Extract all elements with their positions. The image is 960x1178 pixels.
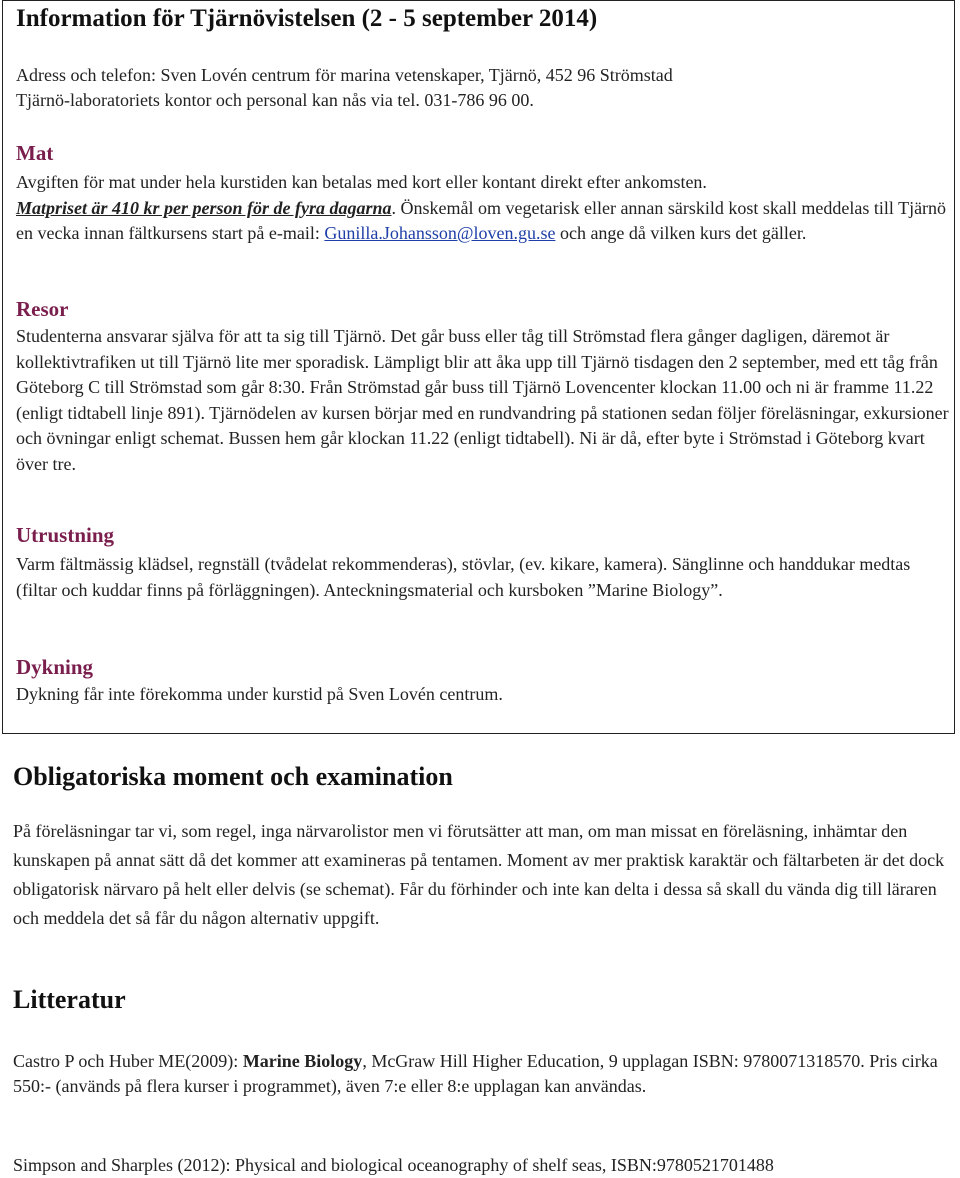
section-heading-resor: Resor <box>16 297 69 321</box>
section-text-dykning: Dykning får inte förekomma under kurstid på Sven Lovén centrum. <box>16 684 503 704</box>
info-box-title: Information för Tjärnövistelsen (2 - 5 september 2014) <box>16 5 598 32</box>
section-heading-mat: Mat <box>16 141 54 165</box>
mat-price-text: Matpriset är 410 kr per person för de fyra dagarna <box>16 197 392 218</box>
info-box <box>2 0 955 734</box>
mat-diet-text: . Önskemål om vegetarisk eller annan särskild kost skall meddelas till Tjärnö en vecka innan fältkursens start på e-mail: <box>16 197 947 243</box>
text-obligatoriska: På föreläsningar tar vi, som regel, inga närvarolistor men vi förutsätter att man, om man missat en föreläsning, inhämtar den kunskapen på annat sätt då det kommer att examineras på tentamen. Moment av mer praktisk karaktär och fältarbeten är det dock obligatorisk närvaro på helt eller delvis (se schemat). Får du förhinder och inte kan delta i dessa så skall du vända dig till läraren och meddela det så får du någon alternativ uppgift. <box>13 821 945 928</box>
office-phone-line: Tjärnö-laboratoriets kontor och personal kan nås via tel. 031-786 96 00. <box>16 90 534 110</box>
heading-litteratur: Litteratur <box>13 985 126 1014</box>
mat-diet-text-end: och ange då vilken kurs det gäller. <box>555 223 807 243</box>
section-text-mat <box>16 170 951 247</box>
address-line: Adress och telefon: Sven Lovén centrum för marina vetenskaper, Tjärnö, 452 96 Strömstad <box>16 65 673 85</box>
literature-reference-simpson: Simpson and Sharples (2012): Physical and biological oceanography of shelf seas, ISBN:9780521701488 <box>13 1155 774 1175</box>
reference-details: , McGraw Hill Higher Education, 9 upplagan ISBN: 9780071318570. Pris cirka 550:- (används på flera kurser i programmet), även 7:e eller 8:e upplagan kan användas. <box>13 1051 938 1096</box>
section-heading-dykning: Dykning <box>16 655 94 679</box>
section-heading-utrustning: Utrustning <box>16 523 115 547</box>
section-text-resor: Studenterna ansvarar själva för att ta sig till Tjärnö. Det går buss eller tåg till Strömstad flera gånger dagligen, däremot är kollektivtrafiken ut till Tjärnö lite mer sporadisk. Lämpligt blir att åka upp till Tjärnö tisdagen den 2 september, med ett tåg från Göteborg C till Strömstad som går 8:30. Från Strömstad går buss till Tjärnö Lovencenter klockan 11.00 och ni är framme 11.22 (enligt tidtabell linje 891). Tjärnödelen av kursen börjar med en rundvandring på stationen sedan följer föreläsningar, exkursioner och övningar enligt schemat. Bussen hem går klockan 11.22 (enligt tidtabell). Ni är då, efter byte i Strömstad i Göteborg kvart över tre. <box>16 326 949 474</box>
address-block <box>16 63 673 113</box>
email-link[interactable]: Gunilla.Johansson@loven.gu.se <box>324 223 556 243</box>
heading-obligatoriska: Obligatoriska moment och examination <box>13 762 453 791</box>
reference-book-title: Marine Biology <box>242 1051 363 1071</box>
literature-reference-castro <box>13 1049 953 1099</box>
reference-authors: Castro P och Huber ME(2009): <box>13 1051 243 1071</box>
section-text-utrustning: Varm fältmässig klädsel, regnställ (tvådelat rekommenderas), stövlar, (ev. kikare, kamera). Sänglinne och handdukar medtas (filtar och kuddar finns på förläggningen). Anteckningsmaterial och kursboken ”Marine Biology”. <box>16 554 911 600</box>
mat-payment-text: Avgiften för mat under hela kurstiden kan betalas med kort eller kontant direkt efter ankomsten. <box>16 172 707 192</box>
